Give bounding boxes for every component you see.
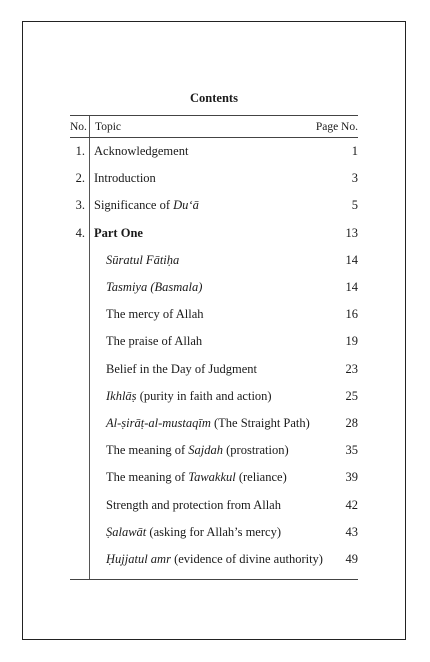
row-page: 16 <box>345 307 358 322</box>
row-topic: Al-ṣirāṭ-al-mustaqīm (The Straight Path) <box>106 415 310 430</box>
row-topic: Acknowledgement <box>94 144 189 159</box>
row-topic: The meaning of Tawakkul (reliance) <box>106 470 287 485</box>
toc-subrow <box>70 301 358 328</box>
row-topic: Sūratul Fātiḥa <box>106 252 180 267</box>
header-no: No. <box>70 120 87 133</box>
row-topic: Tasmiya (Basmala) <box>106 280 203 295</box>
row-page: 49 <box>345 551 358 566</box>
row-topic: Part One <box>94 225 143 240</box>
row-number: 2. <box>75 171 85 186</box>
row-page: 39 <box>345 470 358 485</box>
toc-subrow <box>70 546 358 573</box>
row-page: 1 <box>351 144 358 159</box>
header-page: Page No. <box>315 120 358 133</box>
toc-subrow <box>70 437 358 464</box>
row-page: 28 <box>345 415 358 430</box>
toc-subrow <box>70 328 358 355</box>
row-topic: The mercy of Allah <box>106 307 204 322</box>
row-page: 13 <box>345 225 358 240</box>
toc-subrow <box>70 491 358 518</box>
toc-subrow <box>70 274 358 301</box>
toc-row <box>70 138 358 165</box>
row-number: 1. <box>75 144 85 159</box>
column-divider <box>89 138 90 579</box>
toc-row-part-one <box>70 220 358 247</box>
row-topic: The praise of Allah <box>106 334 203 349</box>
contents-title: Contents <box>190 91 238 105</box>
toc-subrow <box>70 519 358 546</box>
toc-subrow <box>70 410 358 437</box>
row-topic: Ḥujjatul amr (evidence of divine authority) <box>106 551 323 566</box>
contents-body <box>70 138 358 579</box>
row-page: 14 <box>345 280 358 295</box>
row-page: 25 <box>345 388 358 403</box>
row-topic: Strength and protection from Allah <box>106 497 281 512</box>
row-page: 23 <box>345 361 358 376</box>
row-page: 43 <box>345 524 358 539</box>
toc-subrow <box>70 356 358 383</box>
bottom-spacer <box>70 573 358 579</box>
row-page: 42 <box>345 497 358 512</box>
row-page: 14 <box>345 252 358 267</box>
row-topic: Introduction <box>94 171 156 186</box>
toc-row <box>70 192 358 219</box>
row-page: 35 <box>345 443 358 458</box>
row-topic: Ṣalawāt (asking for Allah’s mercy) <box>106 524 281 539</box>
row-topic: Belief in the Day of Judgment <box>106 361 258 376</box>
document-page <box>22 21 406 640</box>
row-page: 3 <box>351 171 358 186</box>
row-page: 5 <box>351 198 358 213</box>
row-topic: Significance of Du‘ā <box>94 198 199 213</box>
header-row <box>70 116 358 137</box>
row-topic: The meaning of Sajdah (prostration) <box>106 443 289 458</box>
row-number: 3. <box>75 198 85 213</box>
row-page: 19 <box>345 334 358 349</box>
header-topic: Topic <box>95 120 122 133</box>
toc-subrow <box>70 247 358 274</box>
toc-subrow <box>70 464 358 491</box>
header-divider <box>89 116 90 137</box>
toc-row <box>70 165 358 192</box>
row-topic: Ikhlāṣ (purity in faith and action) <box>106 388 272 403</box>
contents-table <box>70 115 358 580</box>
bottom-rule <box>70 579 358 580</box>
toc-subrow <box>70 383 358 410</box>
row-number: 4. <box>75 225 85 240</box>
